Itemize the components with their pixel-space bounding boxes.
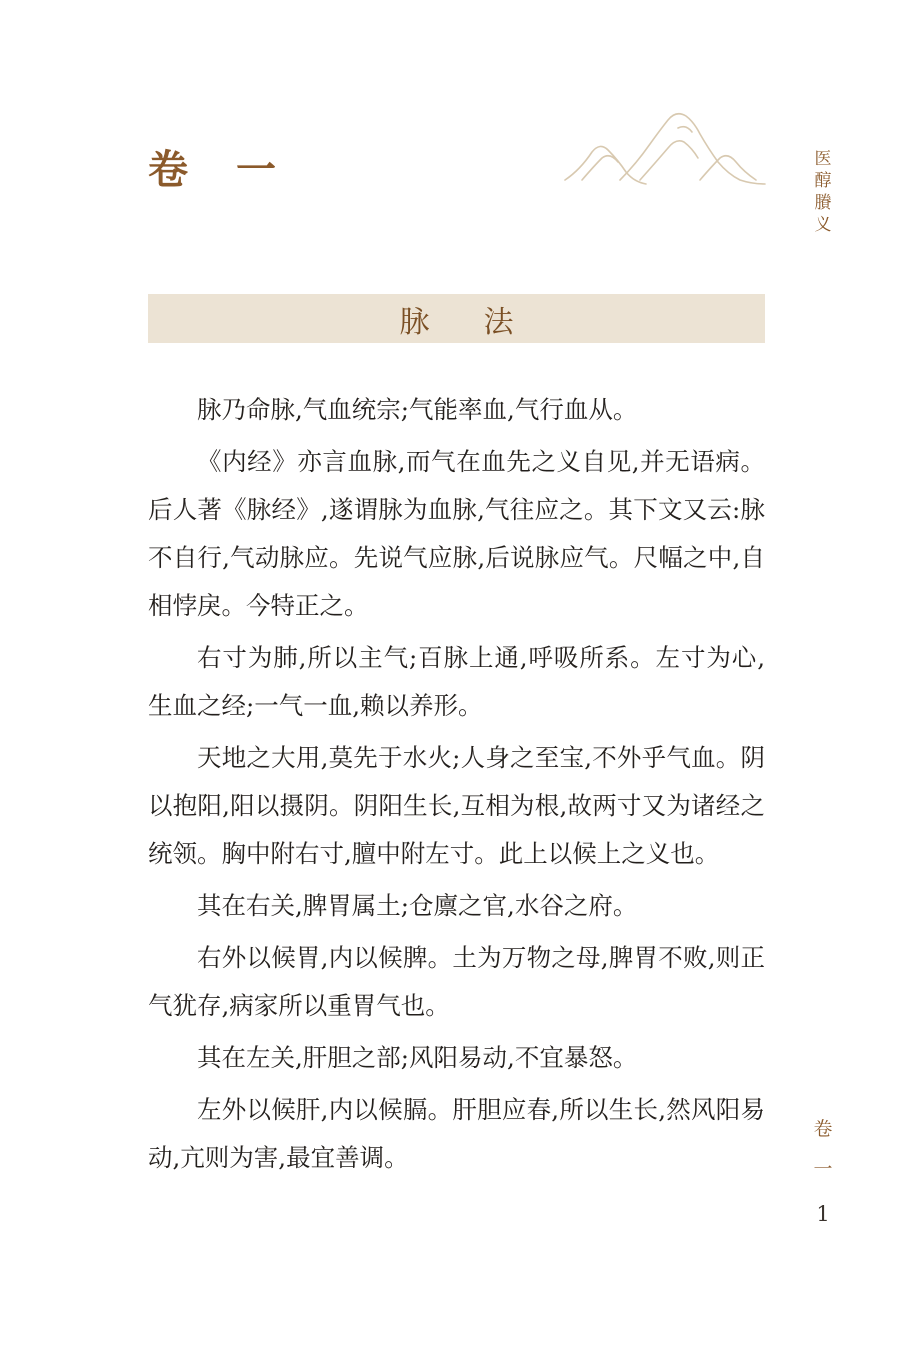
chapter-title-char-1: 卷 [148, 146, 188, 193]
side-book-title [810, 148, 836, 236]
section-title-char-2: 法 [483, 304, 514, 340]
chapter-title [148, 142, 276, 198]
page-marker-volume: 卷 [813, 1118, 833, 1140]
side-book-title-char: 义 [814, 215, 832, 235]
paragraph: 天地之大用,莫先于水火;人身之至宝,不外乎气血。阴以抱阳,阳以摄阴。阴阳生长,互相为根,故两寸又为诸经之统领。胸中附右寸,膻中附左寸。此上以候上之义也。 [148, 743, 765, 868]
page-marker-number: 一 [813, 1158, 833, 1180]
paragraph: 其在右关,脾胃属土;仓廪之官,水谷之府。 [197, 891, 638, 920]
paragraph: 其在左关,肝胆之部;风阳易动,不宜暴怒。 [197, 1043, 638, 1072]
paragraph: 右外以候胃,内以候脾。土为万物之母,脾胃不败,则正气犹存,病家所以重胃气也。 [148, 943, 765, 1020]
chapter-title-char-2: 一 [236, 146, 276, 193]
side-book-title-char: 賸 [814, 193, 832, 213]
section-title-char-1: 脉 [399, 304, 430, 340]
side-book-title-char: 醇 [814, 171, 832, 191]
section-banner [148, 294, 765, 343]
page-number: 1 [816, 1202, 830, 1226]
body-text [148, 386, 765, 1186]
paragraph: 脉乃命脉,气血统宗;气能率血,气行血从。 [197, 395, 638, 424]
mountains-icon [560, 100, 770, 190]
paragraph: 左外以候肝,内以候膈。肝胆应春,所以生长,然风阳易动,亢则为害,最宜善调。 [148, 1095, 765, 1172]
paragraph: 《内经》亦言血脉,而气在血先之义自见,并无语病。后人著《脉经》,遂谓脉为血脉,气往应之。其下文又云:脉不自行,气动脉应。先说气应脉,后说脉应气。尺幅之中,自相悖戾。今特正之。 [148, 447, 765, 620]
side-book-title-char: 医 [814, 149, 832, 169]
paragraph: 右寸为肺,所以主气;百脉上通,呼吸所系。左寸为心,生血之经;一气一血,赖以养形。 [148, 643, 765, 720]
